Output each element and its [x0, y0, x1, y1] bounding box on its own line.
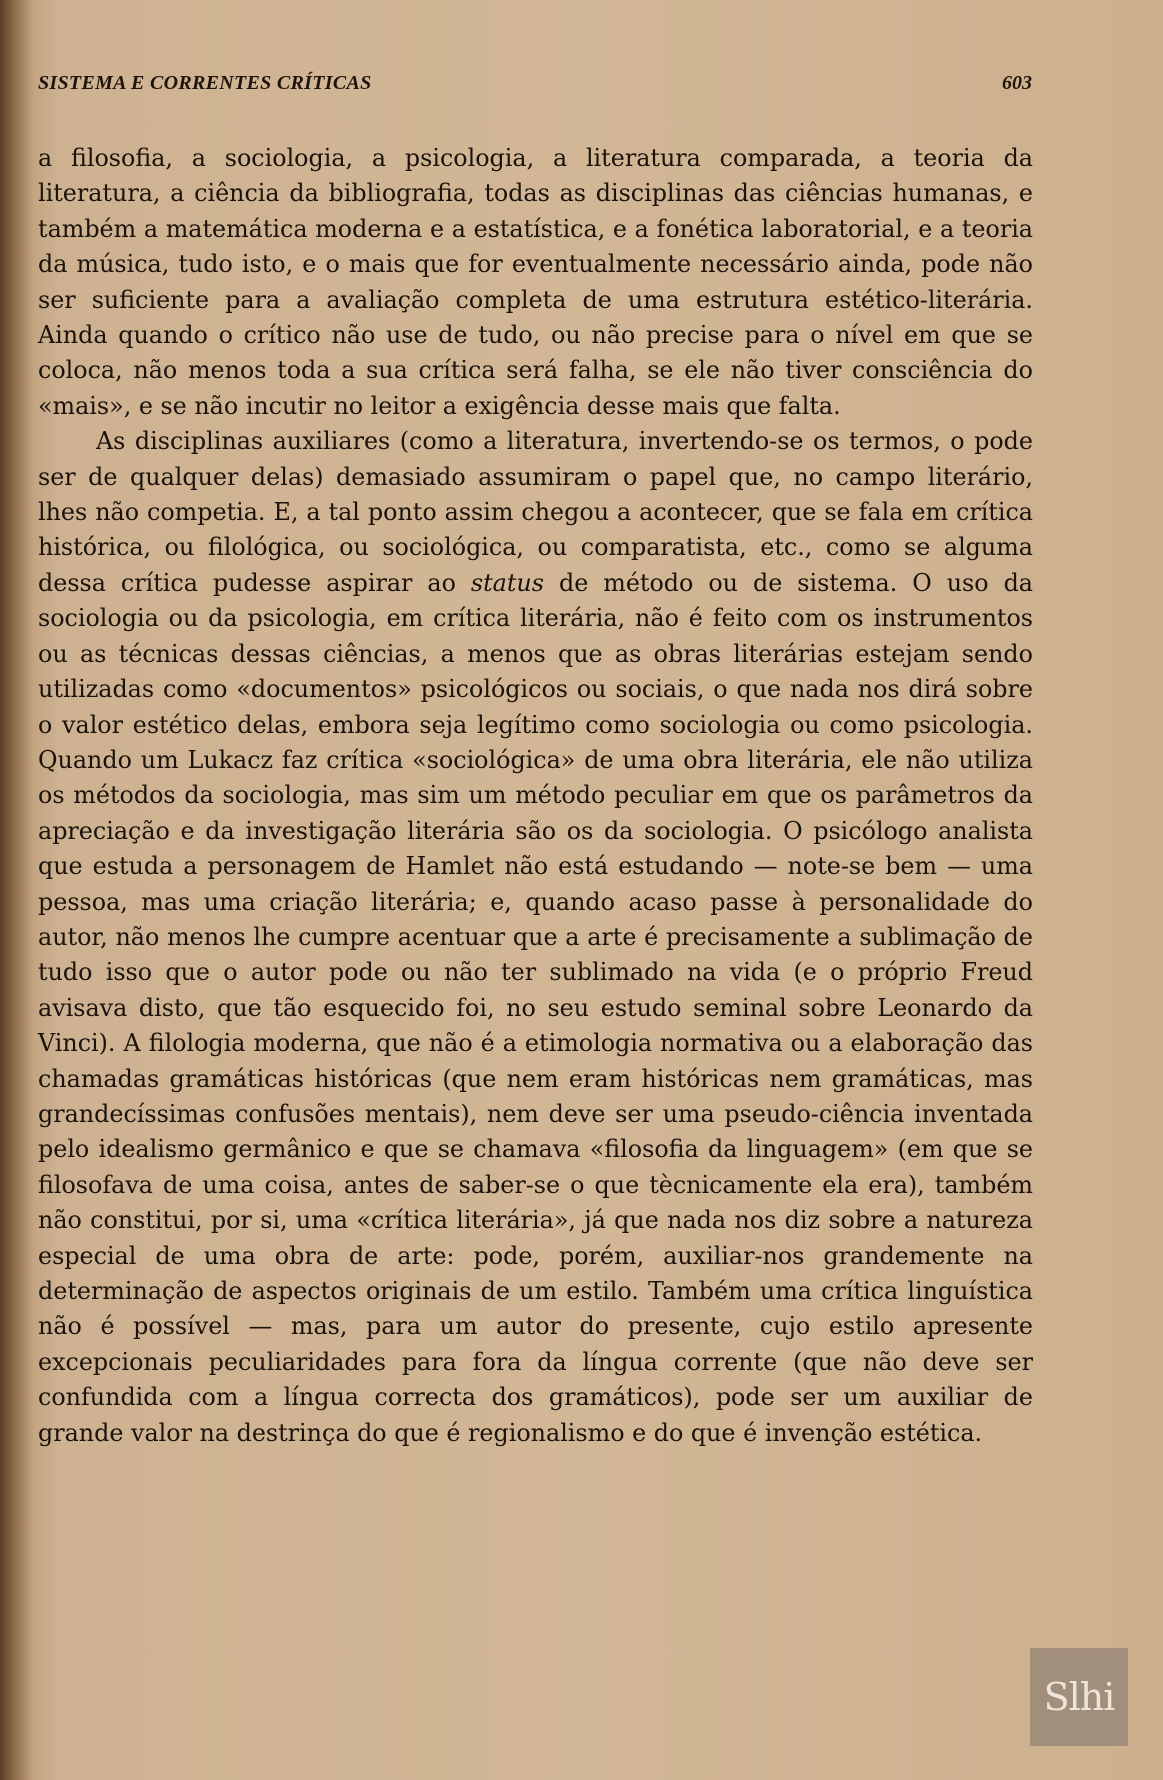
paragraph-1-text: a filosofia, a sociologia, a psicologia, a literatura comparada, a teoria da literatura, a ciência da bibliografia, todas as disciplinas das ciências humanas, e também a matemática moderna e a estatística, e a fonética laboratorial, e a teoria da música, tudo isto, e o mais que for eventualmente necessário ainda, pode não ser suficiente para a avaliação completa de uma estrutura estético-literária. Ainda quando o crítico não use de tudo, ou não precise para o nível em que se coloca, não menos toda a sua crítica será falha, se ele não tiver consciência do «mais», e se não incutir no leitor a exigência desse mais que falta. — [38, 144, 1033, 420]
logo-text: Slhi — [1043, 1675, 1115, 1719]
paragraph-1 — [38, 141, 1033, 424]
library-logo — [1030, 1648, 1128, 1746]
running-title: SISTEMA E CORRENTES CRÍTICAS — [38, 72, 372, 94]
body-text — [38, 141, 1033, 1451]
paragraph-2-text-end: de método ou de sistema. O uso da sociologia ou da psicologia, em crítica literária, não é feito com os instrumentos ou as técnicas dessas ciências, a menos que as obras literárias estejam sendo utilizadas como «documentos» psicológicos ou sociais, o que nada nos dirá sobre o valor estético delas, embora seja legítimo como sociologia ou como psicologia. Quando um Lukacz faz crítica «sociológica» de uma obra literária, ele não utiliza os métodos da sociologia, mas sim um método peculiar em que os parâmetros da apreciação e da investigação literária são os da sociologia. O psicólogo analista que estuda a personagem de Hamlet não está estudando — note-se bem — uma pessoa, mas uma criação literária; e, quando acaso passe à personalidade do autor, não menos lhe cumpre acentuar que a arte é precisamente a sublimação de tudo isso que o autor pode ou não ter sublimado na vida (e o próprio Freud avisava disto, que tão esquecido foi, no seu estudo seminal sobre Leonardo da Vinci). A filologia moderna, que não é a etimologia normativa ou a elaboração das chamadas gramáticas históricas (que nem eram históricas nem gramáticas, mas grandecíssimas confusões mentais), nem deve ser uma pseudo-ciência inventada pelo idealismo germânico e que se chamava «filosofia da linguagem» (em que se filosofava de uma coisa, antes de saber-se o que tècnicamente ela era), também não constitui, por si, uma «crítica literária», já que nada nos diz sobre a natureza especial de uma obra de arte: pode, porém, auxiliar-nos grandemente na determinação de aspectos originais de um estilo. Também uma crítica linguística não é possível — mas, para um autor do presente, cujo estilo apresente excepcionais peculiaridades para fora da língua corrente (que não deve ser confundida com a língua correcta dos gramáticos), pode ser um auxiliar de grande valor na destrinça do que é regionalismo e do que é invenção estética. — [38, 568, 1033, 1447]
paragraph-2-text-start: As disciplinas auxiliares (como a literatura, invertendo-se os termos, o pode ser de qualquer delas) demasiado assumiram o papel que, no campo literário, lhes não competia. E, a tal ponto assim chegou a acontecer, que se fala em crítica histórica, ou filológica, ou sociológica, ou comparatista, etc., como se alguma dessa crítica pudesse aspirar ao — [38, 427, 1033, 597]
running-header — [38, 72, 1032, 102]
page-number: 603 — [1002, 72, 1032, 94]
paragraph-2 — [38, 424, 1033, 1451]
italic-term-status: status — [470, 568, 544, 597]
